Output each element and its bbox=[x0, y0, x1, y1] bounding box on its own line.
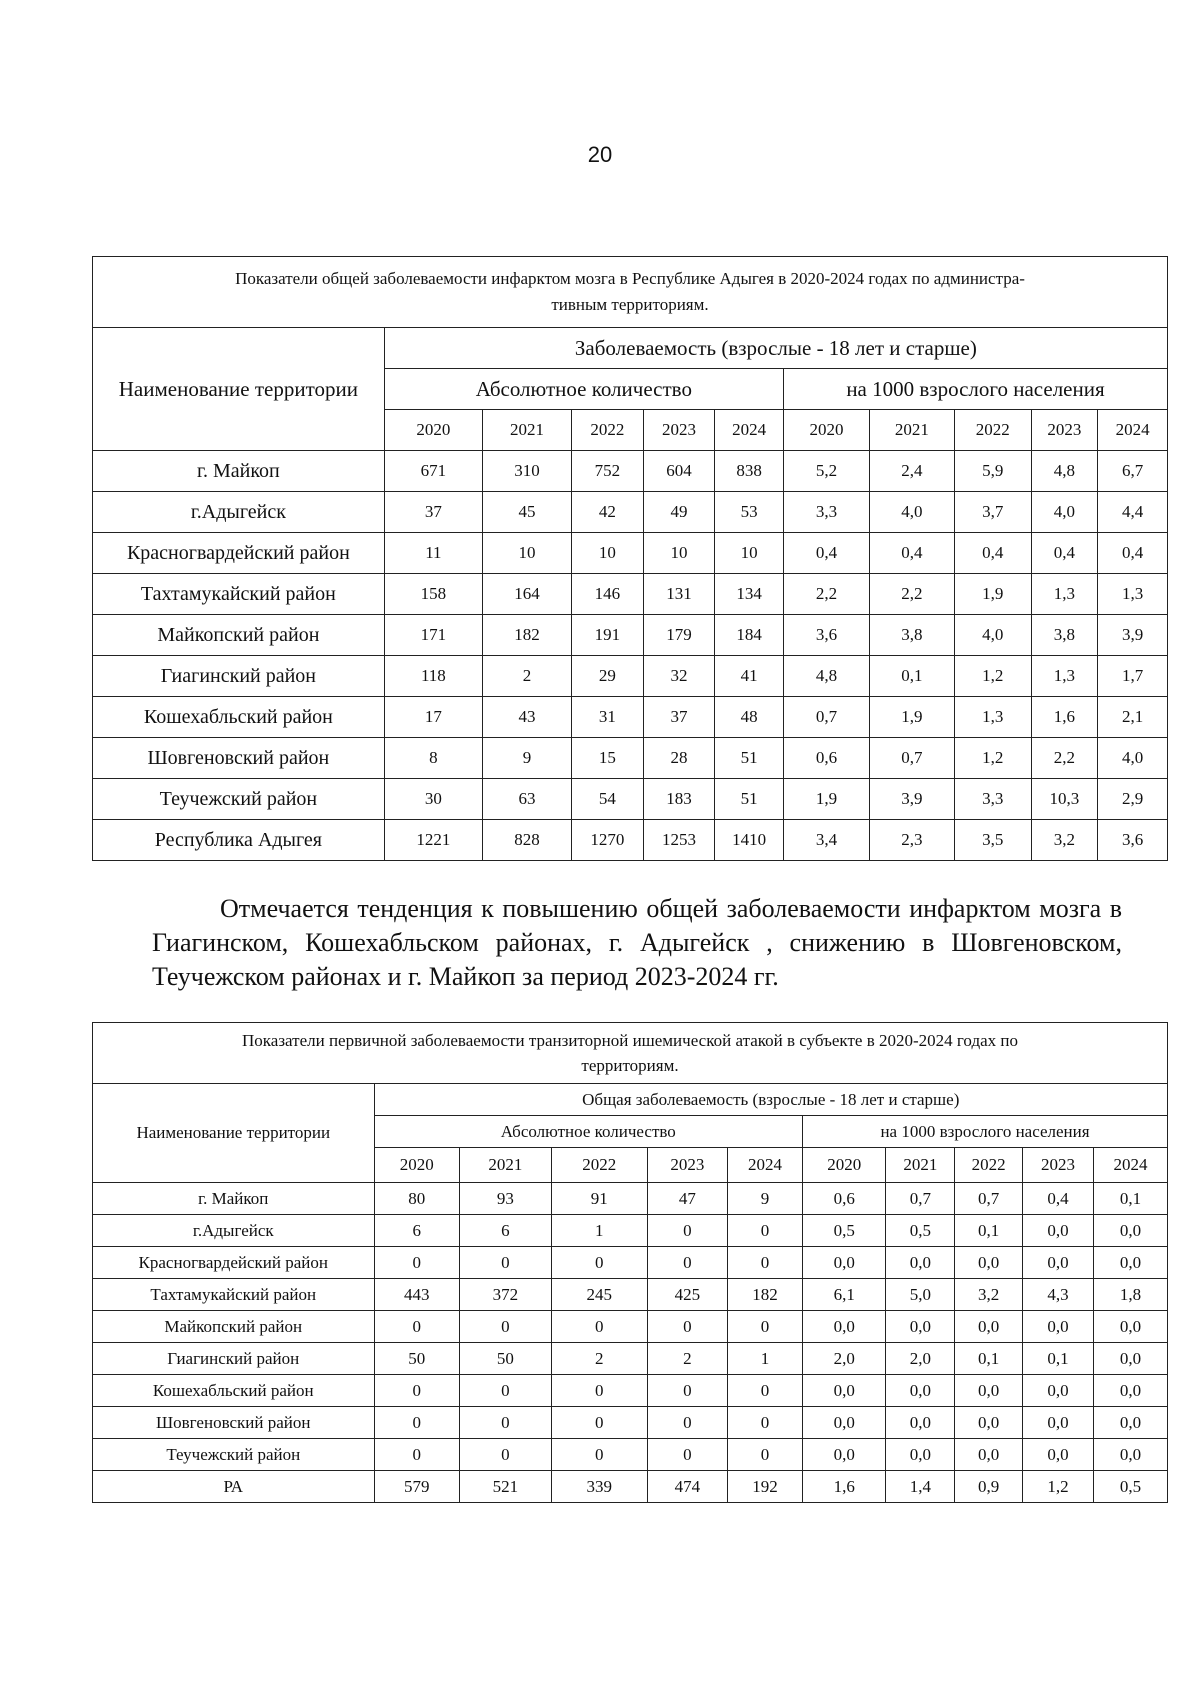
table-row bbox=[93, 1311, 1168, 1343]
table-row bbox=[93, 615, 1168, 656]
absolute-count-cell: 838 bbox=[715, 451, 784, 492]
table-row bbox=[93, 656, 1168, 697]
rate-cell: 1,2 bbox=[954, 656, 1031, 697]
rate-cell: 0,0 bbox=[886, 1311, 955, 1343]
absolute-count-cell: 0 bbox=[460, 1375, 552, 1407]
absolute-count-cell: 51 bbox=[715, 738, 784, 779]
rate-cell: 0,0 bbox=[955, 1375, 1023, 1407]
absolute-count-header: Абсолютное количество bbox=[374, 1116, 803, 1148]
group-header-row bbox=[93, 1084, 1168, 1116]
rate-cell: 0,0 bbox=[1023, 1247, 1094, 1279]
rate-cell: 1,7 bbox=[1098, 656, 1168, 697]
rate-cell: 1,2 bbox=[954, 738, 1031, 779]
absolute-count-cell: 8 bbox=[384, 738, 482, 779]
rate-cell: 0,1 bbox=[1023, 1343, 1094, 1375]
rate-cell: 2,9 bbox=[1098, 779, 1168, 820]
absolute-count-cell: 0 bbox=[727, 1311, 802, 1343]
rate-cell: 0,0 bbox=[1023, 1375, 1094, 1407]
rate-cell: 4,0 bbox=[1098, 738, 1168, 779]
table-row bbox=[93, 697, 1168, 738]
rate-cell: 0,0 bbox=[1093, 1311, 1167, 1343]
rate-cell: 0,0 bbox=[803, 1247, 886, 1279]
absolute-count-cell: 31 bbox=[572, 697, 644, 738]
rate-cell: 0,0 bbox=[1023, 1215, 1094, 1247]
absolute-count-cell: 0 bbox=[460, 1407, 552, 1439]
rate-cell: 0,4 bbox=[1098, 533, 1168, 574]
trend-paragraph bbox=[152, 892, 1122, 994]
territory-name-cell: Майкопский район bbox=[93, 615, 385, 656]
rate-cell: 4,8 bbox=[1031, 451, 1098, 492]
rate-cell: 3,6 bbox=[783, 615, 869, 656]
absolute-count-cell: 10 bbox=[715, 533, 784, 574]
absolute-count-cell: 2 bbox=[647, 1343, 727, 1375]
absolute-count-cell: 10 bbox=[572, 533, 644, 574]
incidence-group-header: Заболеваемость (взрослые - 18 лет и старше) bbox=[384, 328, 1167, 369]
rate-cell: 1,6 bbox=[1031, 697, 1098, 738]
absolute-count-cell: 6 bbox=[374, 1215, 459, 1247]
absolute-count-cell: 182 bbox=[483, 615, 572, 656]
absolute-count-cell: 2 bbox=[483, 656, 572, 697]
absolute-count-cell: 41 bbox=[715, 656, 784, 697]
absolute-count-cell: 310 bbox=[483, 451, 572, 492]
absolute-count-cell: 0 bbox=[460, 1439, 552, 1471]
absolute-count-cell: 1410 bbox=[715, 820, 784, 861]
rate-cell: 0,1 bbox=[1093, 1183, 1167, 1215]
rate-cell: 0,0 bbox=[803, 1311, 886, 1343]
rate-cell: 6,7 bbox=[1098, 451, 1168, 492]
absolute-count-cell: 164 bbox=[483, 574, 572, 615]
rate-cell: 2,2 bbox=[783, 574, 869, 615]
absolute-count-cell: 54 bbox=[572, 779, 644, 820]
rate-cell: 3,2 bbox=[1031, 820, 1098, 861]
territory-name-cell: Кошехабльский район bbox=[93, 697, 385, 738]
absolute-count-cell: 0 bbox=[460, 1311, 552, 1343]
absolute-count-cell: 1221 bbox=[384, 820, 482, 861]
absolute-count-cell: 47 bbox=[647, 1183, 727, 1215]
rate-cell: 1,3 bbox=[954, 697, 1031, 738]
territory-name-cell: г.Адыгейск bbox=[93, 492, 385, 533]
absolute-count-cell: 0 bbox=[551, 1375, 647, 1407]
rate-cell: 4,8 bbox=[783, 656, 869, 697]
rate-cell: 1,9 bbox=[869, 697, 954, 738]
rate-cell: 4,0 bbox=[869, 492, 954, 533]
table-title bbox=[93, 257, 1168, 328]
territory-name-cell: Гиагинский район bbox=[93, 1343, 375, 1375]
absolute-count-cell: 0 bbox=[647, 1247, 727, 1279]
rate-cell: 0,0 bbox=[1093, 1439, 1167, 1471]
absolute-count-cell: 32 bbox=[643, 656, 715, 697]
absolute-count-cell: 0 bbox=[727, 1407, 802, 1439]
rate-cell: 2,0 bbox=[886, 1343, 955, 1375]
territory-name-cell: Тахтамукайский район bbox=[93, 1279, 375, 1311]
absolute-count-cell: 182 bbox=[727, 1279, 802, 1311]
rate-cell: 0,0 bbox=[955, 1311, 1023, 1343]
rate-cell: 3,3 bbox=[954, 779, 1031, 820]
absolute-count-cell: 0 bbox=[647, 1439, 727, 1471]
territory-name-header: Наименование территории bbox=[93, 328, 385, 451]
rate-cell: 4,0 bbox=[1031, 492, 1098, 533]
absolute-count-cell: 158 bbox=[384, 574, 482, 615]
rate-cell: 0,0 bbox=[955, 1407, 1023, 1439]
table-title-row bbox=[93, 1023, 1168, 1084]
absolute-count-cell: 183 bbox=[643, 779, 715, 820]
rate-cell: 0,0 bbox=[1093, 1215, 1167, 1247]
rate-cell: 0,5 bbox=[803, 1215, 886, 1247]
year-header: 2022 bbox=[954, 410, 1031, 451]
rate-cell: 2,1 bbox=[1098, 697, 1168, 738]
rate-cell: 6,1 bbox=[803, 1279, 886, 1311]
rate-cell: 0,4 bbox=[1023, 1183, 1094, 1215]
absolute-count-cell: 11 bbox=[384, 533, 482, 574]
absolute-count-cell: 372 bbox=[460, 1279, 552, 1311]
rate-cell: 0,0 bbox=[886, 1247, 955, 1279]
absolute-count-cell: 131 bbox=[643, 574, 715, 615]
rate-cell: 0,4 bbox=[954, 533, 1031, 574]
rate-cell: 3,7 bbox=[954, 492, 1031, 533]
rate-cell: 5,9 bbox=[954, 451, 1031, 492]
absolute-count-cell: 184 bbox=[715, 615, 784, 656]
absolute-count-cell: 474 bbox=[647, 1471, 727, 1503]
rate-cell: 0,0 bbox=[955, 1439, 1023, 1471]
territory-name-cell: РА bbox=[93, 1471, 375, 1503]
absolute-count-cell: 37 bbox=[384, 492, 482, 533]
absolute-count-cell: 51 bbox=[715, 779, 784, 820]
rate-cell: 0,7 bbox=[886, 1183, 955, 1215]
absolute-count-cell: 0 bbox=[647, 1375, 727, 1407]
absolute-count-cell: 0 bbox=[374, 1439, 459, 1471]
absolute-count-cell: 37 bbox=[643, 697, 715, 738]
absolute-count-cell: 245 bbox=[551, 1279, 647, 1311]
territory-name-cell: Шовгеновский район bbox=[93, 1407, 375, 1439]
rate-cell: 0,0 bbox=[1023, 1439, 1094, 1471]
absolute-count-cell: 0 bbox=[374, 1375, 459, 1407]
rate-cell: 0,5 bbox=[886, 1215, 955, 1247]
rate-per-1000-header: на 1000 взрослого населения bbox=[783, 369, 1167, 410]
absolute-count-cell: 0 bbox=[374, 1407, 459, 1439]
absolute-count-cell: 30 bbox=[384, 779, 482, 820]
year-header: 2024 bbox=[1098, 410, 1168, 451]
rate-cell: 1,3 bbox=[1031, 574, 1098, 615]
rate-cell: 5,2 bbox=[783, 451, 869, 492]
table-row bbox=[93, 1247, 1168, 1279]
territory-name-cell: Кошехабльский район bbox=[93, 1375, 375, 1407]
year-header: 2022 bbox=[572, 410, 644, 451]
rate-cell: 0,0 bbox=[1023, 1311, 1094, 1343]
rate-cell: 0,1 bbox=[955, 1343, 1023, 1375]
rate-cell: 4,4 bbox=[1098, 492, 1168, 533]
year-header: 2023 bbox=[643, 410, 715, 451]
absolute-count-cell: 443 bbox=[374, 1279, 459, 1311]
tia-incidence-table bbox=[92, 1022, 1168, 1503]
rate-cell: 2,3 bbox=[869, 820, 954, 861]
table-title-line2: тивным территориям. bbox=[551, 295, 709, 314]
rate-cell: 3,3 bbox=[783, 492, 869, 533]
rate-cell: 3,9 bbox=[1098, 615, 1168, 656]
table-row bbox=[93, 574, 1168, 615]
table-row bbox=[93, 1215, 1168, 1247]
rate-cell: 2,0 bbox=[803, 1343, 886, 1375]
territory-name-cell: г. Майкоп bbox=[93, 451, 385, 492]
territory-name-cell: Тахтамукайский район bbox=[93, 574, 385, 615]
absolute-count-cell: 0 bbox=[727, 1375, 802, 1407]
absolute-count-cell: 80 bbox=[374, 1183, 459, 1215]
absolute-count-cell: 425 bbox=[647, 1279, 727, 1311]
rate-cell: 1,9 bbox=[954, 574, 1031, 615]
rate-cell: 10,3 bbox=[1031, 779, 1098, 820]
rate-cell: 0,7 bbox=[783, 697, 869, 738]
absolute-count-cell: 1 bbox=[551, 1215, 647, 1247]
rate-cell: 2,4 bbox=[869, 451, 954, 492]
year-header: 2020 bbox=[783, 410, 869, 451]
territory-name-cell: Красногвардейский район bbox=[93, 533, 385, 574]
rate-cell: 1,3 bbox=[1031, 656, 1098, 697]
absolute-count-cell: 0 bbox=[727, 1215, 802, 1247]
territory-name-cell: Майкопский район bbox=[93, 1311, 375, 1343]
year-header: 2024 bbox=[1093, 1148, 1167, 1183]
absolute-count-cell: 0 bbox=[647, 1215, 727, 1247]
rate-cell: 4,0 bbox=[954, 615, 1031, 656]
rate-cell: 3,4 bbox=[783, 820, 869, 861]
rate-cell: 0,4 bbox=[783, 533, 869, 574]
rate-cell: 5,0 bbox=[886, 1279, 955, 1311]
absolute-count-cell: 1 bbox=[727, 1343, 802, 1375]
rate-cell: 0,0 bbox=[886, 1407, 955, 1439]
absolute-count-cell: 10 bbox=[483, 533, 572, 574]
rate-cell: 1,9 bbox=[783, 779, 869, 820]
territory-name-cell: г.Адыгейск bbox=[93, 1215, 375, 1247]
absolute-count-cell: 10 bbox=[643, 533, 715, 574]
rate-cell: 1,8 bbox=[1093, 1279, 1167, 1311]
rate-cell: 0,0 bbox=[886, 1375, 955, 1407]
absolute-count-cell: 0 bbox=[727, 1439, 802, 1471]
absolute-count-cell: 0 bbox=[460, 1247, 552, 1279]
absolute-count-cell: 146 bbox=[572, 574, 644, 615]
absolute-count-cell: 91 bbox=[551, 1183, 647, 1215]
rate-cell: 2,2 bbox=[869, 574, 954, 615]
rate-cell: 0,7 bbox=[955, 1183, 1023, 1215]
absolute-count-cell: 63 bbox=[483, 779, 572, 820]
rate-cell: 0,1 bbox=[869, 656, 954, 697]
absolute-count-cell: 191 bbox=[572, 615, 644, 656]
rate-cell: 0,4 bbox=[869, 533, 954, 574]
rate-cell: 0,0 bbox=[1093, 1343, 1167, 1375]
table-row bbox=[93, 1343, 1168, 1375]
absolute-count-cell: 2 bbox=[551, 1343, 647, 1375]
rate-cell: 0,0 bbox=[803, 1375, 886, 1407]
rate-cell: 1,4 bbox=[886, 1471, 955, 1503]
rate-cell: 0,0 bbox=[803, 1439, 886, 1471]
absolute-count-cell: 0 bbox=[374, 1247, 459, 1279]
table-row bbox=[93, 779, 1168, 820]
territory-name-cell: Красногвардейский район bbox=[93, 1247, 375, 1279]
rate-cell: 0,6 bbox=[783, 738, 869, 779]
table-row bbox=[93, 1279, 1168, 1311]
year-header: 2023 bbox=[647, 1148, 727, 1183]
absolute-count-cell: 0 bbox=[551, 1247, 647, 1279]
table-row bbox=[93, 1471, 1168, 1503]
absolute-count-cell: 752 bbox=[572, 451, 644, 492]
territory-name-cell: Республика Адыгея bbox=[93, 820, 385, 861]
absolute-count-cell: 671 bbox=[384, 451, 482, 492]
absolute-count-cell: 0 bbox=[727, 1247, 802, 1279]
page-number: 20 bbox=[587, 142, 613, 167]
table-row bbox=[93, 820, 1168, 861]
territory-name-cell: Гиагинский район bbox=[93, 656, 385, 697]
absolute-count-cell: 179 bbox=[643, 615, 715, 656]
year-header: 2024 bbox=[727, 1148, 802, 1183]
year-header: 2020 bbox=[374, 1148, 459, 1183]
rate-cell: 0,0 bbox=[1093, 1407, 1167, 1439]
absolute-count-cell: 118 bbox=[384, 656, 482, 697]
absolute-count-cell: 17 bbox=[384, 697, 482, 738]
territory-name-header: Наименование территории bbox=[93, 1084, 375, 1183]
rate-cell: 0,4 bbox=[1031, 533, 1098, 574]
rate-cell: 0,1 bbox=[955, 1215, 1023, 1247]
table-title-row bbox=[93, 257, 1168, 328]
table-title-line1: Показатели общей заболеваемости инфарктом мозга в Республике Адыгея в 2020-2024 годах по администра- bbox=[235, 269, 1025, 288]
table-title bbox=[93, 1023, 1168, 1084]
rate-cell: 1,2 bbox=[1023, 1471, 1094, 1503]
absolute-count-cell: 45 bbox=[483, 492, 572, 533]
absolute-count-cell: 93 bbox=[460, 1183, 552, 1215]
absolute-count-cell: 0 bbox=[647, 1407, 727, 1439]
table-row bbox=[93, 1439, 1168, 1471]
year-header: 2022 bbox=[551, 1148, 647, 1183]
year-header: 2020 bbox=[803, 1148, 886, 1183]
stroke-incidence-table bbox=[92, 256, 1168, 861]
rate-cell: 0,5 bbox=[1093, 1471, 1167, 1503]
absolute-count-header: Абсолютное количество bbox=[384, 369, 783, 410]
table-row bbox=[93, 1183, 1168, 1215]
rate-cell: 3,9 bbox=[869, 779, 954, 820]
table2-body bbox=[93, 1183, 1168, 1503]
rate-cell: 0,0 bbox=[1093, 1375, 1167, 1407]
absolute-count-cell: 42 bbox=[572, 492, 644, 533]
rate-cell: 0,0 bbox=[886, 1439, 955, 1471]
absolute-count-cell: 0 bbox=[647, 1311, 727, 1343]
rate-cell: 0,9 bbox=[955, 1471, 1023, 1503]
year-header: 2024 bbox=[715, 410, 784, 451]
rate-cell: 3,8 bbox=[869, 615, 954, 656]
table-row bbox=[93, 1375, 1168, 1407]
absolute-count-cell: 828 bbox=[483, 820, 572, 861]
year-header: 2021 bbox=[869, 410, 954, 451]
year-header: 2023 bbox=[1023, 1148, 1094, 1183]
rate-cell: 3,5 bbox=[954, 820, 1031, 861]
absolute-count-cell: 1270 bbox=[572, 820, 644, 861]
rate-cell: 0,0 bbox=[1023, 1407, 1094, 1439]
absolute-count-cell: 0 bbox=[551, 1439, 647, 1471]
group-header-row bbox=[93, 328, 1168, 369]
absolute-count-cell: 171 bbox=[384, 615, 482, 656]
rate-cell: 3,6 bbox=[1098, 820, 1168, 861]
year-header: 2021 bbox=[460, 1148, 552, 1183]
absolute-count-cell: 29 bbox=[572, 656, 644, 697]
absolute-count-cell: 339 bbox=[551, 1471, 647, 1503]
rate-cell: 0,6 bbox=[803, 1183, 886, 1215]
rate-cell: 0,7 bbox=[869, 738, 954, 779]
absolute-count-cell: 53 bbox=[715, 492, 784, 533]
rate-cell: 0,0 bbox=[1093, 1247, 1167, 1279]
absolute-count-cell: 134 bbox=[715, 574, 784, 615]
table-row bbox=[93, 451, 1168, 492]
table-title-line2: территориям. bbox=[581, 1056, 679, 1075]
absolute-count-cell: 579 bbox=[374, 1471, 459, 1503]
absolute-count-cell: 192 bbox=[727, 1471, 802, 1503]
absolute-count-cell: 0 bbox=[551, 1311, 647, 1343]
table-row bbox=[93, 738, 1168, 779]
territory-name-cell: Шовгеновский район bbox=[93, 738, 385, 779]
table1-body bbox=[93, 451, 1168, 861]
paragraph-text: Отмечается тенденция к повышению общей заболеваемости инфарктом мозга в Гиагинском, Кошехабльском районах, г. Адыгейск , снижению в Шовгеновском, Теучежском районах и г. Майкоп за период 2023-2024 гг. bbox=[152, 894, 1122, 991]
territory-name-cell: Теучежский район bbox=[93, 779, 385, 820]
absolute-count-cell: 0 bbox=[374, 1311, 459, 1343]
rate-cell: 0,0 bbox=[803, 1407, 886, 1439]
table-row bbox=[93, 492, 1168, 533]
rate-cell: 1,3 bbox=[1098, 574, 1168, 615]
year-header: 2021 bbox=[483, 410, 572, 451]
table-title-line1: Показатели первичной заболеваемости транзиторной ишемической атакой в субъекте в 2020-2024 годах по bbox=[242, 1031, 1018, 1050]
rate-cell: 2,2 bbox=[1031, 738, 1098, 779]
absolute-count-cell: 43 bbox=[483, 697, 572, 738]
absolute-count-cell: 50 bbox=[374, 1343, 459, 1375]
absolute-count-cell: 15 bbox=[572, 738, 644, 779]
absolute-count-cell: 28 bbox=[643, 738, 715, 779]
absolute-count-cell: 1253 bbox=[643, 820, 715, 861]
year-header: 2023 bbox=[1031, 410, 1098, 451]
absolute-count-cell: 49 bbox=[643, 492, 715, 533]
absolute-count-cell: 9 bbox=[727, 1183, 802, 1215]
rate-per-1000-header: на 1000 взрослого населения bbox=[803, 1116, 1168, 1148]
rate-cell: 1,6 bbox=[803, 1471, 886, 1503]
absolute-count-cell: 0 bbox=[551, 1407, 647, 1439]
absolute-count-cell: 50 bbox=[460, 1343, 552, 1375]
rate-cell: 3,8 bbox=[1031, 615, 1098, 656]
rate-cell: 0,0 bbox=[955, 1247, 1023, 1279]
territory-name-cell: г. Майкоп bbox=[93, 1183, 375, 1215]
table-row bbox=[93, 533, 1168, 574]
table-row bbox=[93, 1407, 1168, 1439]
territory-name-cell: Теучежский район bbox=[93, 1439, 375, 1471]
year-header: 2020 bbox=[384, 410, 482, 451]
rate-cell: 3,2 bbox=[955, 1279, 1023, 1311]
year-header: 2022 bbox=[955, 1148, 1023, 1183]
absolute-count-cell: 48 bbox=[715, 697, 784, 738]
year-header: 2021 bbox=[886, 1148, 955, 1183]
absolute-count-cell: 6 bbox=[460, 1215, 552, 1247]
absolute-count-cell: 521 bbox=[460, 1471, 552, 1503]
rate-cell: 4,3 bbox=[1023, 1279, 1094, 1311]
absolute-count-cell: 9 bbox=[483, 738, 572, 779]
absolute-count-cell: 604 bbox=[643, 451, 715, 492]
incidence-group-header: Общая заболеваемость (взрослые - 18 лет и старше) bbox=[374, 1084, 1167, 1116]
